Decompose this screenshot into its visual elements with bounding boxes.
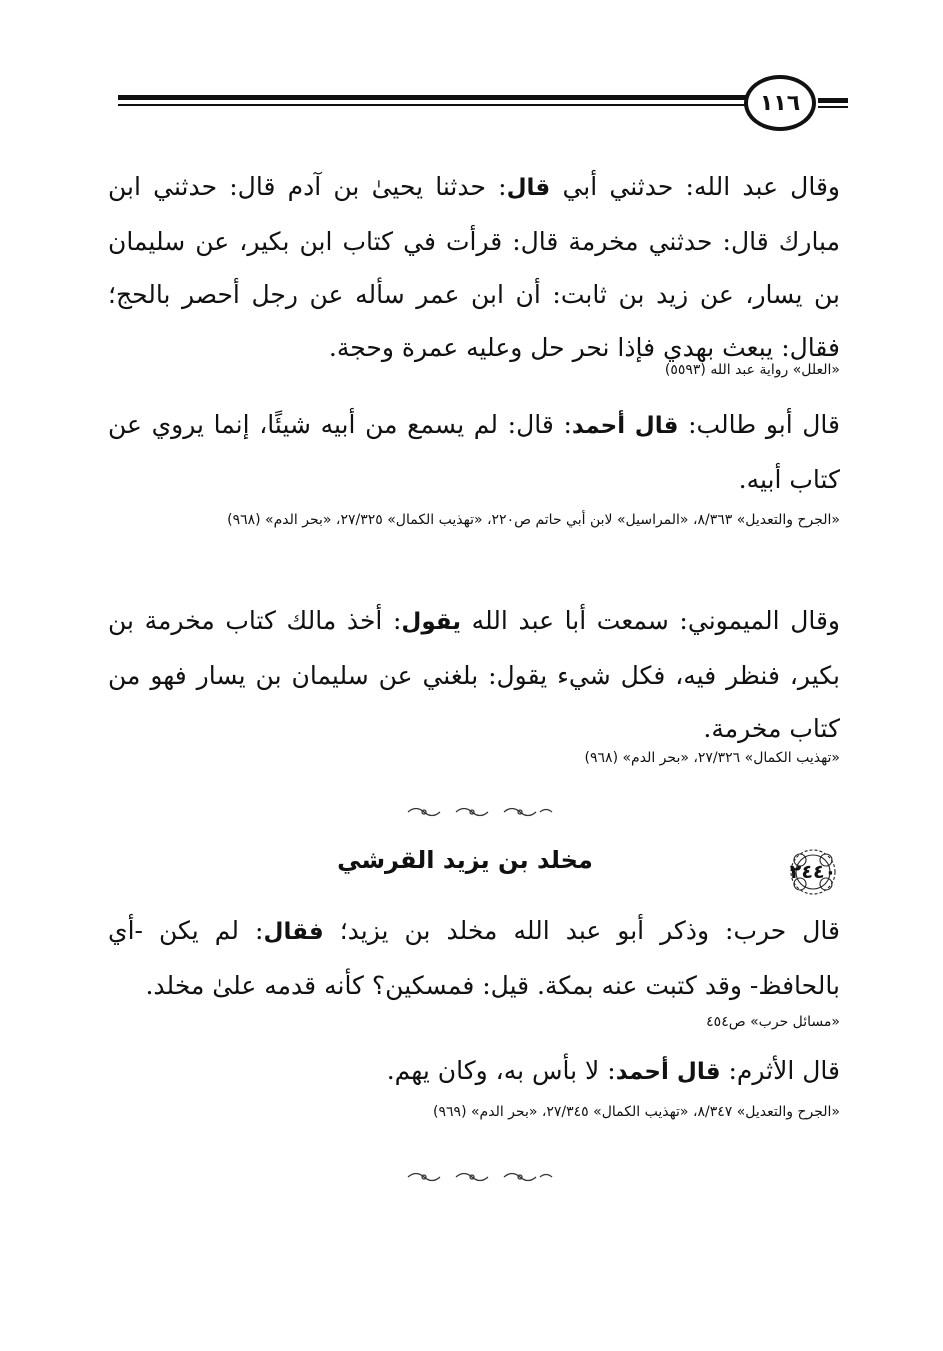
paragraph-2-bold: قال أحمد — [571, 413, 679, 439]
paragraph-3 — [108, 594, 840, 755]
paragraph-4 — [108, 904, 840, 1012]
paragraph-1-text-b: : حدثنا يحيىٰ بن آدم قال: حدثني ابن مبارك قال: حدثني مخرمة قال: قرأت في كتاب ابن بكير، عن سليمان بن يسار، عن زيد بن ثابت: أن ابن عمر سأله عن رجل أحصر بالحج؛ فقال: يبعث بهدي فإذا نحر حل وعليه عمرة وحجة. — [108, 172, 840, 362]
citation-1: «العلل» رواية عبد الله (٥٥٩٣) — [664, 362, 840, 378]
paragraph-1 — [108, 160, 840, 374]
paragraph-2-text-a: قال أبو طالب: — [678, 410, 841, 439]
page-number: ١١٦ — [759, 90, 801, 116]
citation-3: «تهذيب الكمال» ٢٧/٣٢٦، «بحر الدم» (٩٦٨) — [584, 750, 840, 766]
header-rule — [118, 95, 748, 111]
entry-title: مخلد بن يزيد القرشي — [337, 846, 593, 874]
paragraph-3-bold: يقول — [401, 609, 461, 635]
header-rule-tail — [818, 98, 848, 110]
paragraph-5-text-a: قال الأثرم: — [720, 1056, 840, 1085]
paragraph-3-text-a: وقال الميموني: سمعت أبا عبد الله — [461, 606, 840, 635]
paragraph-4-text-a: قال حرب: وذكر أبو عبد الله مخلد بن يزيد؛ — [323, 916, 841, 945]
paragraph-5-text-b: : لا بأس به، وكان يهم. — [386, 1056, 616, 1085]
page-number-badge — [744, 75, 816, 131]
paragraph-2-text-b: : قال: لم يسمع من أبيه شيئًا، إنما يروي عن كتاب أبيه. — [108, 410, 840, 494]
paragraph-1-text-a: وقال عبد الله: حدثني أبي — [550, 172, 840, 201]
citation-5: «الجرح والتعديل» ٨/٣٤٧، «تهذيب الكمال» ٢٧/٣٤٥، «بحر الدم» (٩٦٩) — [433, 1104, 840, 1120]
entry-number: ٢٤٤٠ — [789, 861, 837, 883]
citation-2: «الجرح والتعديل» ٨/٣٦٣، «المراسيل» لابن أبي حاتم ص٢٢٠، «تهذيب الكمال» ٢٧/٣٢٥، «بحر الدم» (٩٦٨) — [227, 512, 840, 528]
paragraph-2 — [108, 398, 840, 506]
paragraph-4-bold: فقال — [263, 919, 324, 945]
entry-number-badge — [778, 846, 848, 898]
floral-divider-icon-2 — [400, 1170, 560, 1184]
paragraph-4-text-b: : لم يكن -أي بالحافظ- وقد كتبت عنه بمكة. قيل: فمسكين؟ كأنه قدمه علىٰ مخلد. — [108, 916, 840, 1000]
paragraph-1-bold: قال — [506, 175, 551, 201]
paragraph-5 — [108, 1044, 840, 1099]
paragraph-3-text-b: : أخذ مالك كتاب مخرمة بن بكير، فنظر فيه، فكل شيء يقول: بلغني عن سليمان بن يسار فهو من كتاب مخرمة. — [108, 606, 840, 743]
floral-divider-icon — [400, 805, 560, 819]
paragraph-5-bold: قال أحمد — [615, 1059, 721, 1085]
citation-4: «مسائل حرب» ص٤٥٤ — [706, 1014, 840, 1030]
